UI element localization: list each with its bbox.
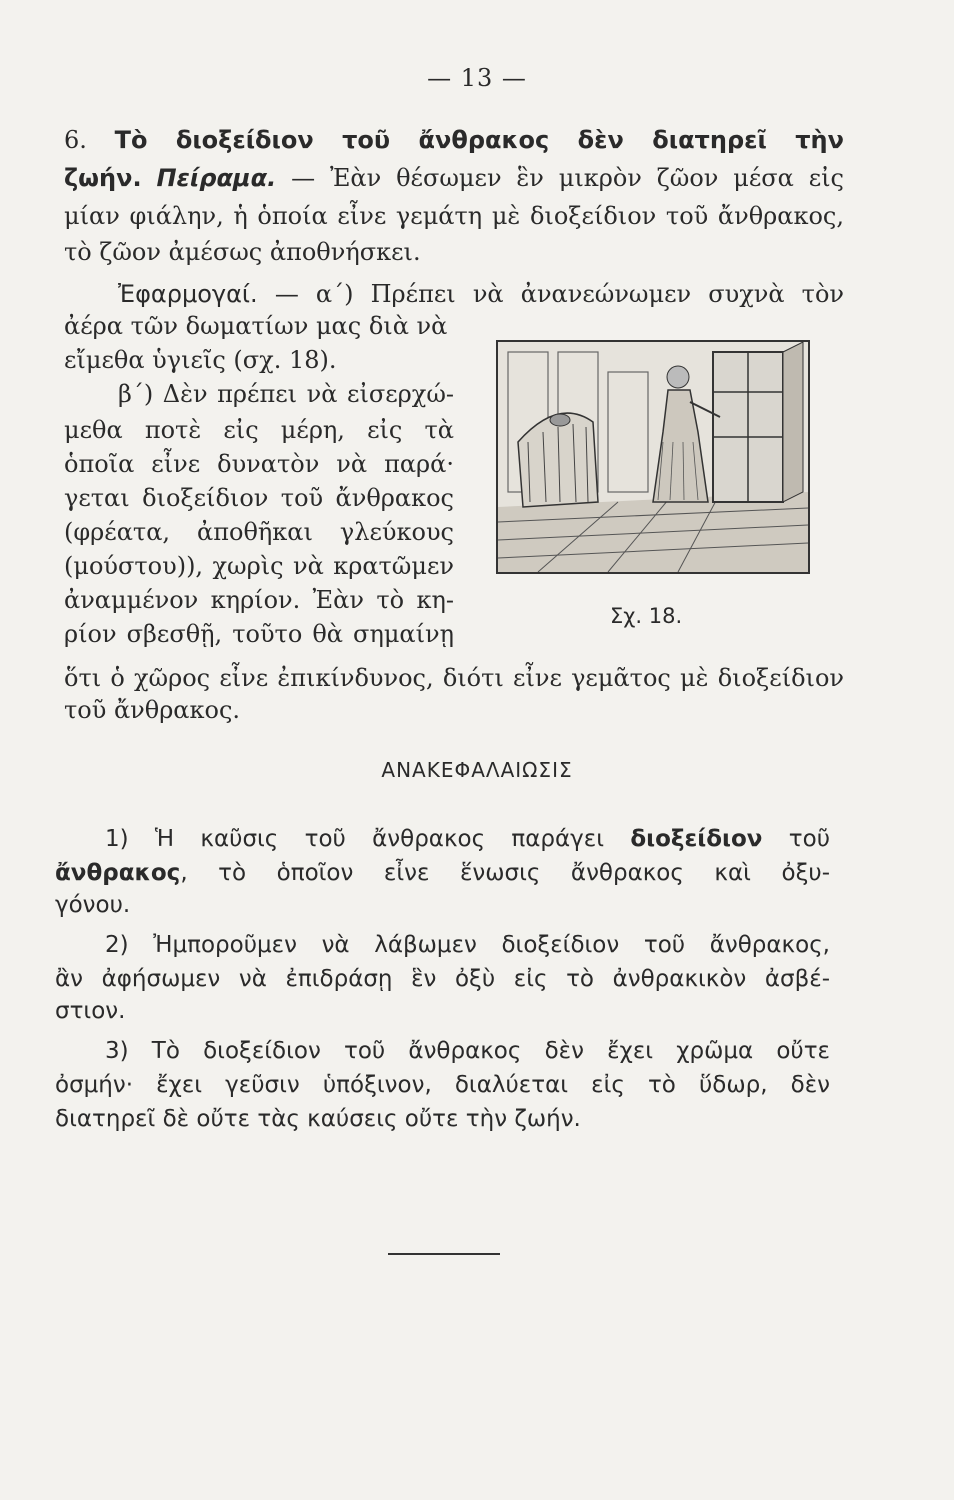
summary-term: διοξείδιον (630, 826, 763, 852)
section-number: 6. (64, 126, 87, 154)
summary-item-2-line-2: ἂν ἀφήσωμεν νὰ ἐπιδράσῃ ἓν ὀξὺ εἰς τὸ ἀνθρακικὸν ἀσβέ- (55, 966, 830, 992)
body-line-10: γεται διοξείδιον τοῦ ἄνθρακος (64, 484, 454, 512)
summary-item-2-line-1: 2) Ἠμποροῦμεν νὰ λάβωμεν διοξείδιον τοῦ ἄνθρακος, (105, 932, 830, 958)
body-line-5: ἀέρα τῶν δωματίων μας διὰ νὰ (64, 312, 448, 340)
summary-item-2-line-3: στιον. (55, 998, 126, 1024)
summary-term: ἄνθρακος (55, 860, 181, 886)
room-illustration (498, 342, 808, 572)
figure-illustration (496, 340, 810, 574)
summary-text: τοῦ (788, 826, 831, 852)
body-line-15: ὅτι ὁ χῶρος εἶνε ἐπικίνδυνος, διότι εἶνε γεμᾶτος μὲ διοξείδιον (64, 664, 844, 692)
body-line-9: ὁποῖα εἶνε δυνατὸν νὰ παρά· (64, 450, 454, 478)
body-line-7: β΄) Δὲν πρέπει νὰ εἰσερχώ- (118, 380, 454, 408)
figure-caption: Σχ. 18. (610, 604, 683, 628)
body-line-12: (μούστου)), χωρὶς νὰ κρατῶμεν (64, 552, 454, 580)
body-line-2: μίαν φιάλην, ἡ ὁποία εἶνε γεμάτη μὲ διοξείδιον τοῦ ἄνθρακος, (64, 202, 844, 230)
body-text: — Ἐὰν θέσωμεν ἓν μικρὸν ζῶον μέσα εἰς (291, 164, 844, 192)
body-line-3: τὸ ζῶον ἀμέσως ἀποθνήσκει. (64, 238, 421, 266)
summary-item-1-line-2 (55, 858, 830, 888)
summary-text: , τὸ ὁποῖον εἶνε ἕνωσις ἄνθρακος καὶ ὀξυ- (180, 860, 830, 886)
experiment-label: Πείραμα. (156, 164, 277, 192)
body-line-14: ρίον σβεσθῇ, τοῦτο θὰ σημαίνῃ (64, 620, 454, 648)
body-line-11: (φρέατα, ἀποθῆκαι γλεύκους (64, 518, 454, 546)
body-line-4 (64, 278, 844, 310)
summary-text: 1) Ἡ καῦσις τοῦ ἄνθρακος παράγει (105, 826, 604, 852)
section-title: Τὸ διοξείδιον τοῦ ἄνθρακος δὲν διατηρεῖ τὴν (114, 126, 844, 154)
summary-item-1-line-3: γόνου. (55, 892, 131, 918)
summary-item-3-line-3: διατηρεῖ δὲ οὔτε τὰς καύσεις οὔτε τὴν ζωήν. (55, 1106, 581, 1132)
body-text: — α΄) Πρέπει νὰ ἀνανεώνωμεν συχνὰ τὸν (274, 280, 844, 308)
page-number: — 13 — (427, 64, 527, 92)
applications-label: Ἐφαρμογαί. (118, 280, 258, 308)
body-line-6: εἴμεθα ὑγιεῖς (σχ. 18). (64, 346, 337, 374)
body-line-13: ἀναμμένον κηρίον. Ἐὰν τὸ κη- (64, 586, 454, 614)
end-rule (388, 1253, 500, 1255)
body-line-16: τοῦ ἄνθρακος. (64, 696, 241, 724)
section-title-line (64, 124, 844, 156)
summary-item-3-line-1: 3) Τὸ διοξείδιον τοῦ ἄνθρακος δὲν ἔχει χρῶμα οὔτε (105, 1038, 830, 1064)
summary-item-3-line-2: ὀσμήν· ἔχει γεῦσιν ὑπόξινον, διαλύεται εἰς τὸ ὕδωρ, δὲν (55, 1072, 830, 1098)
body-line-1 (64, 162, 844, 194)
summary-heading: ΑΝΑΚΕΦΑΛΑΙΩΣΙΣ (381, 758, 573, 782)
body-line-8: μεθα ποτὲ εἰς μέρη, εἰς τὰ (64, 416, 454, 444)
summary-item-1-line-1 (105, 824, 830, 854)
section-title-cont: ζωήν. (64, 164, 142, 192)
